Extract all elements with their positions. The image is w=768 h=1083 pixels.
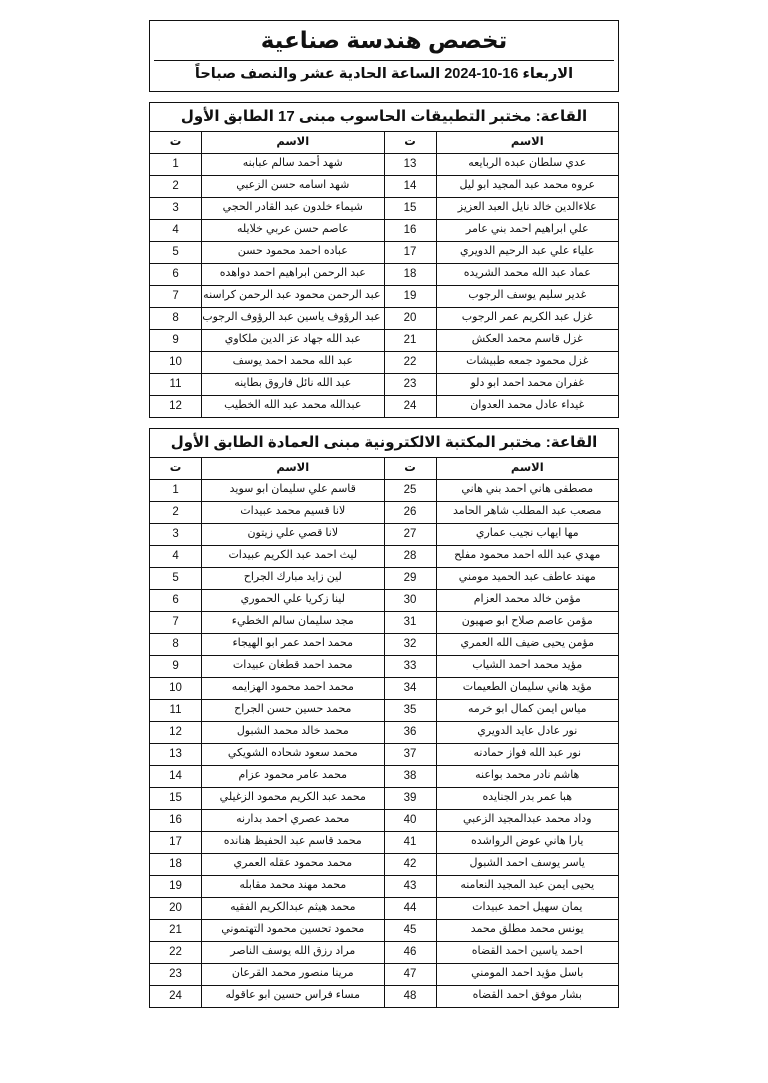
student-number: 11 <box>150 699 202 721</box>
table-row <box>150 307 619 329</box>
student-name: غيداء عادل محمد العدوان <box>436 395 618 417</box>
table-row <box>150 809 619 831</box>
student-name: نور عبد الله فواز حمادنه <box>436 743 618 765</box>
student-name: عاصم حسن عربي خلايله <box>202 219 384 241</box>
student-number: 24 <box>150 985 202 1007</box>
table-row <box>150 241 619 263</box>
student-number: 10 <box>150 351 202 373</box>
student-name: عباده احمد محمود حسن <box>202 241 384 263</box>
student-name: محمد عصري احمد بدارنه <box>202 809 384 831</box>
student-name: علياء علي عبد الرحيم الدويري <box>436 241 618 263</box>
student-name: محمد محمود عقله العمري <box>202 853 384 875</box>
student-number: 14 <box>384 175 436 197</box>
student-number: 45 <box>384 919 436 941</box>
student-name: غزل عبد الكريم عمر الرجوب <box>436 307 618 329</box>
student-name: شيماء خلدون عبد القادر الحجي <box>202 197 384 219</box>
student-number: 47 <box>384 963 436 985</box>
table-row <box>150 853 619 875</box>
table-row <box>150 677 619 699</box>
student-number: 18 <box>384 263 436 285</box>
student-name: لانا قصي علي زيتون <box>202 523 384 545</box>
hall-title-1: القاعة: مختبر التطبيقات الحاسوب مبنى 17 الطابق الأول <box>149 102 619 132</box>
exam-datetime: الاربعاء 16-10-2024 الساعة الحادية عشر والنصف صباحاً <box>154 60 614 84</box>
student-number: 33 <box>384 655 436 677</box>
column-header-name-left: الاسم <box>436 458 618 479</box>
student-name: علاءالدين خالد نايل العبد العزيز <box>436 197 618 219</box>
table-row <box>150 985 619 1007</box>
student-number: 37 <box>384 743 436 765</box>
student-number: 2 <box>150 175 202 197</box>
roster-body-2 <box>150 479 619 1007</box>
student-name: باسل مؤيد احمد المومني <box>436 963 618 985</box>
page-bottom-spacer <box>14 1008 754 1022</box>
student-name: يمان سهيل احمد عبيدات <box>436 897 618 919</box>
table-row <box>150 567 619 589</box>
student-number: 22 <box>150 941 202 963</box>
table-row <box>150 963 619 985</box>
document-header <box>149 20 619 92</box>
student-name: محمد حسين حسن الجراح <box>202 699 384 721</box>
student-number: 4 <box>150 219 202 241</box>
student-name: مصعب عبد المطلب شاهر الحامد <box>436 501 618 523</box>
student-number: 2 <box>150 501 202 523</box>
table-row <box>150 219 619 241</box>
student-name: شهد اسامه حسن الزعبي <box>202 175 384 197</box>
student-number: 15 <box>384 197 436 219</box>
student-number: 12 <box>150 395 202 417</box>
student-name: يحيى ايمن عبد المجيد النعامنه <box>436 875 618 897</box>
student-name: محمد قاسم عبد الحفيظ هنانده <box>202 831 384 853</box>
table-row <box>150 875 619 897</box>
student-number: 31 <box>384 611 436 633</box>
student-number: 1 <box>150 479 202 501</box>
student-number: 1 <box>150 153 202 175</box>
roster-body-1 <box>150 153 619 417</box>
student-number: 8 <box>150 633 202 655</box>
student-name: نور عادل عايد الدويري <box>436 721 618 743</box>
student-number: 41 <box>384 831 436 853</box>
student-name: لينا زكريا علي الحموري <box>202 589 384 611</box>
student-name: مجد سليمان سالم الخطيء <box>202 611 384 633</box>
table-row <box>150 373 619 395</box>
student-name: مؤمن يحيى ضيف الله العمري <box>436 633 618 655</box>
student-name: مصطفى هاني احمد بني هاني <box>436 479 618 501</box>
student-name: محمود تحسين محمود التهتموني <box>202 919 384 941</box>
student-number: 24 <box>384 395 436 417</box>
student-number: 16 <box>384 219 436 241</box>
table-row <box>150 611 619 633</box>
student-number: 44 <box>384 897 436 919</box>
student-name: عبد الرحمن ابراهيم احمد دواهده <box>202 263 384 285</box>
student-name: غزل محمود جمعه طبيشات <box>436 351 618 373</box>
student-number: 16 <box>150 809 202 831</box>
student-number: 36 <box>384 721 436 743</box>
table-row <box>150 395 619 417</box>
table-row <box>150 787 619 809</box>
student-number: 35 <box>384 699 436 721</box>
student-number: 39 <box>384 787 436 809</box>
student-name: احمد ياسين احمد القضاه <box>436 941 618 963</box>
table-row <box>150 263 619 285</box>
student-number: 15 <box>150 787 202 809</box>
student-name: لانا قسيم محمد عبيدات <box>202 501 384 523</box>
student-name: محمد خالد محمد الشبول <box>202 721 384 743</box>
student-number: 29 <box>384 567 436 589</box>
table-row <box>150 329 619 351</box>
student-number: 28 <box>384 545 436 567</box>
student-name: محمد احمد عمر ابو الهيجاء <box>202 633 384 655</box>
student-name: محمد احمد قطغان عبيدات <box>202 655 384 677</box>
student-number: 27 <box>384 523 436 545</box>
table-row <box>150 175 619 197</box>
student-name: وداد محمد عبدالمجيد الزعبي <box>436 809 618 831</box>
student-number: 10 <box>150 677 202 699</box>
student-name: مؤيد هاني سليمان الطعيمات <box>436 677 618 699</box>
student-number: 25 <box>384 479 436 501</box>
student-number: 9 <box>150 655 202 677</box>
table-row <box>150 831 619 853</box>
student-name: هبا عمر بدر الجنايده <box>436 787 618 809</box>
page-title: تخصص هندسة صناعية <box>260 27 508 53</box>
student-name: لين زايد مبارك الجراح <box>202 567 384 589</box>
table-header-row <box>150 132 619 153</box>
student-name: عبد الرحمن محمود عبد الرحمن كراسنه <box>202 285 384 307</box>
student-name: عبد الله محمد احمد يوسف <box>202 351 384 373</box>
student-number: 38 <box>384 765 436 787</box>
hall-block-2 <box>149 428 619 1008</box>
student-name: هاشم نادر محمد بواعنه <box>436 765 618 787</box>
student-name: مهند عاطف عبد الحميد مومني <box>436 567 618 589</box>
student-number: 14 <box>150 765 202 787</box>
roster-table-1 <box>149 131 619 417</box>
student-name: مساء فراس حسين ابو عاقوله <box>202 985 384 1007</box>
column-header-name-right: الاسم <box>202 458 384 479</box>
student-number: 7 <box>150 611 202 633</box>
student-number: 30 <box>384 589 436 611</box>
student-number: 32 <box>384 633 436 655</box>
hall-block-1 <box>149 102 619 418</box>
student-name: عماد عبد الله محمد الشريده <box>436 263 618 285</box>
table-header-row <box>150 458 619 479</box>
student-number: 19 <box>384 285 436 307</box>
table-row <box>150 721 619 743</box>
student-name: مرينا منصور محمد القرعان <box>202 963 384 985</box>
table-row <box>150 897 619 919</box>
column-header-number-right: ت <box>150 132 202 153</box>
student-name: عبد الرؤوف ياسين عبد الرؤوف الرجوب <box>202 307 384 329</box>
student-number: 22 <box>384 351 436 373</box>
title-box <box>149 20 619 92</box>
table-row <box>150 285 619 307</box>
student-number: 17 <box>150 831 202 853</box>
student-name: مؤيد محمد احمد الشياب <box>436 655 618 677</box>
table-row <box>150 743 619 765</box>
student-name: محمد سعود شحاده الشويكي <box>202 743 384 765</box>
student-number: 17 <box>384 241 436 263</box>
student-name: غدير سليم يوسف الرجوب <box>436 285 618 307</box>
student-number: 20 <box>384 307 436 329</box>
student-number: 26 <box>384 501 436 523</box>
table-row <box>150 479 619 501</box>
column-header-name-left: الاسم <box>436 132 618 153</box>
student-name: محمد عامر محمود عزام <box>202 765 384 787</box>
student-number: 8 <box>150 307 202 329</box>
student-name: غزل قاسم محمد العكش <box>436 329 618 351</box>
table-row <box>150 633 619 655</box>
student-number: 9 <box>150 329 202 351</box>
student-number: 42 <box>384 853 436 875</box>
student-number: 12 <box>150 721 202 743</box>
student-name: مها ايهاب نجيب عماري <box>436 523 618 545</box>
student-number: 46 <box>384 941 436 963</box>
student-number: 23 <box>150 963 202 985</box>
student-name: ليث احمد عبد الكريم عبيدات <box>202 545 384 567</box>
student-number: 19 <box>150 875 202 897</box>
student-number: 21 <box>384 329 436 351</box>
column-header-number-left: ت <box>384 458 436 479</box>
student-name: عدي سلطان عبده الربايعه <box>436 153 618 175</box>
student-number: 23 <box>384 373 436 395</box>
student-name: علي ابراهيم احمد بني عامر <box>436 219 618 241</box>
student-number: 18 <box>150 853 202 875</box>
table-row <box>150 589 619 611</box>
student-name: محمد احمد محمود الهزايمه <box>202 677 384 699</box>
table-row <box>150 351 619 373</box>
table-row <box>150 699 619 721</box>
student-name: عبد الله جهاد عز الدين ملكاوي <box>202 329 384 351</box>
student-number: 21 <box>150 919 202 941</box>
student-number: 34 <box>384 677 436 699</box>
student-name: مؤمن عاصم صلاح ابو صهيون <box>436 611 618 633</box>
column-header-number-left: ت <box>384 132 436 153</box>
student-number: 6 <box>150 263 202 285</box>
student-name: يارا هاني عوض الرواشده <box>436 831 618 853</box>
roster-table-2 <box>149 457 619 1007</box>
table-row <box>150 655 619 677</box>
student-name: محمد عبد الكريم محمود الزغيلي <box>202 787 384 809</box>
student-name: عبدالله محمد عبد الله الخطيب <box>202 395 384 417</box>
student-number: 6 <box>150 589 202 611</box>
student-name: مهدي عبد الله احمد محمود مفلح <box>436 545 618 567</box>
student-number: 43 <box>384 875 436 897</box>
column-header-name-right: الاسم <box>202 132 384 153</box>
student-number: 5 <box>150 241 202 263</box>
student-name: محمد مهند محمد مقابله <box>202 875 384 897</box>
student-number: 3 <box>150 523 202 545</box>
table-row <box>150 545 619 567</box>
hall-title-2: القاعة: مختبر المكتبة الالكترونية مبنى العمادة الطابق الأول <box>149 428 619 458</box>
student-number: 4 <box>150 545 202 567</box>
student-name: يونس محمد مطلق محمد <box>436 919 618 941</box>
student-number: 5 <box>150 567 202 589</box>
table-row <box>150 501 619 523</box>
student-name: مراد رزق الله يوسف الناصر <box>202 941 384 963</box>
student-name: ياسر يوسف احمد الشبول <box>436 853 618 875</box>
column-header-number-right: ت <box>150 458 202 479</box>
student-name: محمد هيثم عبدالكريم الفقيه <box>202 897 384 919</box>
table-row <box>150 197 619 219</box>
table-row <box>150 523 619 545</box>
student-number: 13 <box>384 153 436 175</box>
student-number: 20 <box>150 897 202 919</box>
student-name: بشار موفق احمد القضاه <box>436 985 618 1007</box>
student-name: شهد أحمد سالم عبابنه <box>202 153 384 175</box>
student-number: 11 <box>150 373 202 395</box>
student-number: 48 <box>384 985 436 1007</box>
table-row <box>150 941 619 963</box>
student-number: 3 <box>150 197 202 219</box>
student-name: عروه محمد عبد المجيد ابو ليل <box>436 175 618 197</box>
student-name: مياس ايمن كمال ابو خرمه <box>436 699 618 721</box>
student-name: قاسم علي سليمان ابو سويد <box>202 479 384 501</box>
table-row <box>150 153 619 175</box>
table-row <box>150 919 619 941</box>
student-number: 7 <box>150 285 202 307</box>
student-name: غفران محمد احمد ابو دلو <box>436 373 618 395</box>
student-name: عبد الله نائل فاروق بطاينه <box>202 373 384 395</box>
table-row <box>150 765 619 787</box>
student-number: 13 <box>150 743 202 765</box>
student-number: 40 <box>384 809 436 831</box>
student-name: مؤمن خالد محمد العزام <box>436 589 618 611</box>
